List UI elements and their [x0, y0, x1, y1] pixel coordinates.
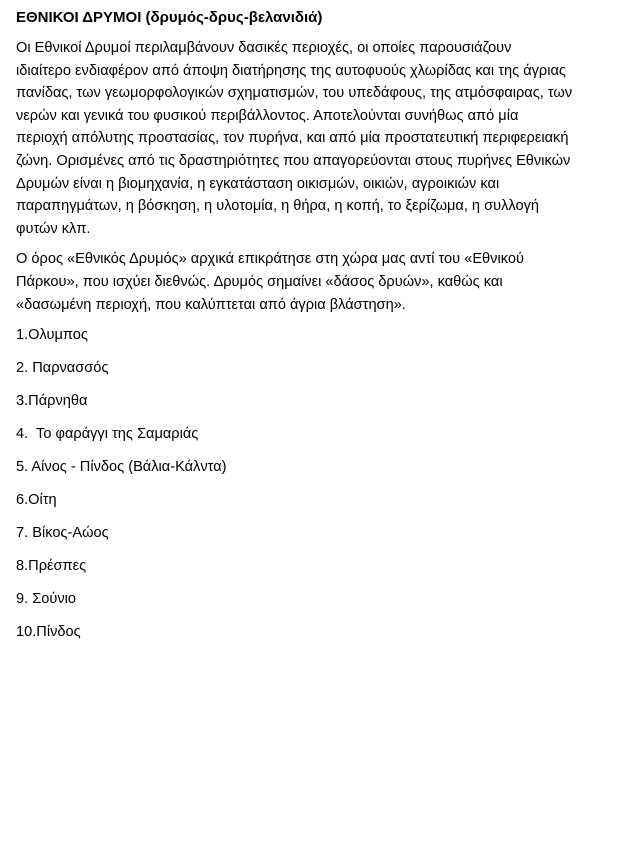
paragraph-line: φυτών κλπ.	[16, 220, 91, 237]
paragraph-line: Δρυμών είναι η βιομηχανία, η εγκατάσταση οικισμών, οικιών, αγροικιών και	[16, 175, 500, 192]
paragraph-line: Οι Εθνικοί Δρυμοί περιλαμβάνουν δασικές περιοχές, οι οποίες παρουσιάζουν	[16, 40, 512, 56]
paragraph-line: «δασωμένη περιοχή, που καλύπτεται από άγρια βλάστηση».	[16, 296, 406, 313]
national-parks-list	[16, 324, 622, 643]
paragraph-term-origin	[16, 248, 622, 316]
list-item: 5. Αίνος - Πίνδος (Βάλια-Κάλντα)	[16, 459, 227, 476]
paragraph-line: παραπηγμάτων, η βόσκηση, η υλοτομία, η θήρα, η κοπή, το ξερίζωμα, η συλλογή	[16, 198, 539, 215]
paragraph-line: ιδιαίτερο ενδιαφέρον από άποψη διατήρησης της αυτοφυούς χλωρίδας και της άγριας	[16, 62, 566, 79]
paragraph-line: Ο όρος «Εθνικός Δρυμός» αρχικά επικράτησε στη χώρα μας αντί του «Εθνικού	[16, 251, 524, 268]
list-item: 2. Παρνασσός	[16, 360, 109, 377]
list-item: 9. Σούνιο	[16, 591, 76, 607]
paragraph-line: περιοχή απόλυτης προστασίας, τον πυρήνα, και από μία προστατευτική περιφερειακή	[16, 130, 569, 147]
paragraph-line: ζώνη. Ορισμένες από τις δραστηριότητες που απαγορεύονται στους πυρήνες Εθνικών	[16, 152, 571, 169]
document-title: ΕΘΝΙΚΟΙ ΔΡΥΜΟΙ (δρυμός-δρυς-βελανιδιά)	[16, 9, 323, 26]
paragraph-line: νερών και γενικά του φυσικού περιβάλλοντος. Αποτελούνται συνήθως από μία	[16, 107, 519, 124]
list-item: 10.Πίνδος	[16, 623, 81, 640]
list-item: 8.Πρέσπες	[16, 558, 87, 575]
paragraph-intro	[16, 37, 622, 240]
paragraph-line: Πάρκου», που ισχύει διεθνώς. Δρυμός σημαίνει «δάσος δρυών», καθώς και	[16, 273, 503, 290]
list-item: 6.Οίτη	[16, 492, 57, 509]
list-item: 3.Πάρνηθα	[16, 393, 88, 410]
list-item: 1.Ολυμπος	[16, 327, 88, 344]
paragraph-line: πανίδας, των γεωμορφολογικών σχηματισμών, του υπεδάφους, της ατμόσφαιρας, των	[16, 85, 573, 102]
document-page	[16, 6, 622, 654]
list-item: 7. Βίκος-Αώος	[16, 525, 109, 542]
list-item: 4. Το φαράγγι της Σαμαριάς	[16, 426, 199, 443]
